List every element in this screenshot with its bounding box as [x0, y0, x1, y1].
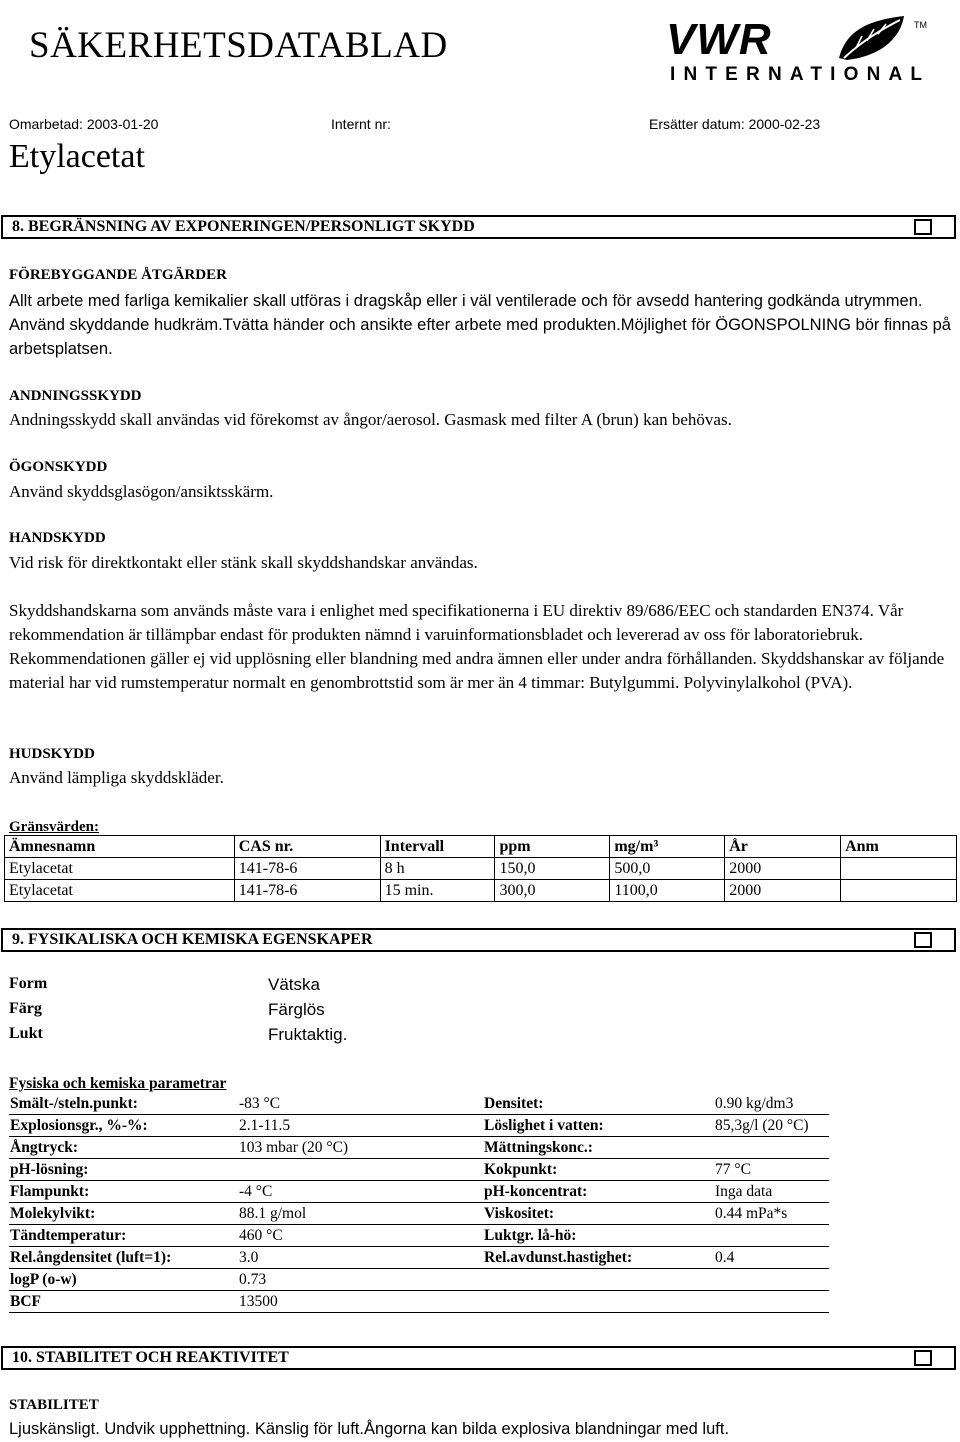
vwr-logo [664, 14, 944, 86]
param-value: 0.44 mPa*s [713, 1203, 829, 1225]
column-header: Ämnesnamn [5, 836, 235, 858]
table-cell: Etylacetat [5, 880, 235, 902]
column-header: mg/m³ [610, 836, 725, 858]
param-row [9, 1181, 829, 1203]
prop-label-form: Form [9, 975, 48, 992]
skin-text: Använd lämpliga skyddskläder. [9, 768, 224, 787]
table-cell: 2000 [725, 880, 841, 902]
param-value: 3.0 [237, 1247, 483, 1269]
param-row [9, 1115, 829, 1137]
param-label: Densitet: [483, 1093, 713, 1115]
param-label: Molekylvikt: [9, 1203, 237, 1225]
param-label: Rel.avdunst.hastighet: [483, 1247, 713, 1269]
param-value: 0.90 kg/dm3 [713, 1093, 829, 1115]
table-cell: 500,0 [610, 858, 725, 880]
stability-heading: STABILITET [9, 1397, 99, 1413]
internal-number: Internt nr: [331, 116, 391, 132]
param-row [9, 1159, 829, 1181]
param-label: Smält-/steln.punkt: [9, 1093, 237, 1115]
params-heading: Fysiska och kemiska parametrar [9, 1075, 227, 1092]
logo-tm: TM [914, 20, 927, 30]
table-row [5, 880, 957, 902]
column-header: CAS nr. [234, 836, 380, 858]
table-cell: 141-78-6 [234, 880, 380, 902]
table-cell: 141-78-6 [234, 858, 380, 880]
table-cell: Etylacetat [5, 858, 235, 880]
param-value [237, 1159, 483, 1181]
respiratory-heading: ANDNINGSSKYDD [9, 388, 142, 404]
param-label: pH-koncentrat: [483, 1181, 713, 1203]
param-row [9, 1247, 829, 1269]
param-row [9, 1137, 829, 1159]
table-cell: 8 h [380, 858, 495, 880]
limits-heading: Gränsvärden: [9, 819, 99, 835]
hand-heading: HANDSKYDD [9, 530, 106, 546]
params-table [9, 1093, 829, 1313]
column-header: Anm [841, 836, 957, 858]
param-label: Mättningskonc.: [483, 1137, 713, 1159]
column-header: Intervall [380, 836, 495, 858]
section-10-header [1, 1346, 956, 1370]
stability-text: Ljuskänsligt. Undvik upphettning. Känslig för luft.Ångorna kan bilda explosiva blandningar med luft. [9, 1420, 730, 1438]
prop-label-odor: Lukt [9, 1025, 43, 1042]
param-value: -4 °C [237, 1181, 483, 1203]
param-row [9, 1225, 829, 1247]
leaf-icon [839, 16, 904, 60]
prop-value-color: Färglös [268, 1000, 325, 1019]
preventive-heading: FÖREBYGGANDE ÅTGÄRDER [9, 267, 227, 283]
param-label: Explosionsgr., %-%: [9, 1115, 237, 1137]
param-label: Löslighet i vatten: [483, 1115, 713, 1137]
section-10-title: 10. STABILITET OCH REAKTIVITET [12, 1349, 289, 1366]
param-label [483, 1269, 713, 1291]
param-value [713, 1291, 829, 1313]
param-value: -83 °C [237, 1093, 483, 1115]
param-value: 85,3g/l (20 °C) [713, 1115, 829, 1137]
product-name: Etylacetat [9, 138, 145, 175]
param-row [9, 1093, 829, 1115]
param-value: Inga data [713, 1181, 829, 1203]
section-8-title: 8. BEGRÄNSNING AV EXPONERINGEN/PERSONLIGT SKYDD [12, 218, 475, 235]
logo-subtext: INTERNATIONAL [670, 64, 922, 85]
hand-text: Vid risk för direktkontakt eller stänk skall skyddshandskar användas. [9, 553, 478, 572]
section-checkbox[interactable] [914, 1350, 932, 1366]
section-checkbox[interactable] [914, 932, 932, 948]
param-row [9, 1269, 829, 1291]
param-value: 88.1 g/mol [237, 1203, 483, 1225]
table-cell: 2000 [725, 858, 841, 880]
table-cell [841, 858, 957, 880]
logo-text: VWR [666, 15, 772, 64]
param-value [713, 1225, 829, 1247]
param-label: Flampunkt: [9, 1181, 237, 1203]
param-row [9, 1291, 829, 1313]
document-title: SÄKERHETSDATABLAD [29, 25, 448, 66]
param-label: logP (o-w) [9, 1269, 237, 1291]
eye-heading: ÖGONSKYDD [9, 459, 108, 475]
limits-header-row [5, 836, 957, 858]
section-8-header [1, 215, 956, 239]
prop-value-odor: Fruktaktig. [268, 1025, 348, 1044]
param-label: pH-lösning: [9, 1159, 237, 1181]
revised-date: Omarbetad: 2003-01-20 [9, 116, 159, 132]
replaces-date: Ersätter datum: 2000-02-23 [649, 116, 821, 132]
respiratory-text: Andningsskydd skall användas vid förekomst av ångor/aerosol. Gasmask med filter A (brun) kan behövas. [9, 410, 732, 429]
param-value: 0.4 [713, 1247, 829, 1269]
param-label: Rel.ångdensitet (luft=1): [9, 1247, 237, 1269]
param-value: 103 mbar (20 °C) [237, 1137, 483, 1159]
preventive-text: Allt arbete med farliga kemikalier skall utföras i dragskåp eller i väl ventilerade och för avsedd hantering godkända utrymmen. Använd skyddande hudkräm.Tvätta händer och ansikte efter arbete med produkten.Möjlighet för ÖGONSPOLNING bör finnas på arbetsplatsen. [9, 292, 951, 358]
table-cell: 300,0 [495, 880, 610, 902]
param-value [713, 1137, 829, 1159]
column-header: År [725, 836, 841, 858]
eye-text: Använd skyddsglasögon/ansiktsskärm. [9, 482, 274, 501]
param-value: 0.73 [237, 1269, 483, 1291]
prop-value-form: Vätska [268, 975, 320, 994]
skin-heading: HUDSKYDD [9, 746, 95, 762]
limits-table [4, 835, 957, 902]
param-value: 2.1-11.5 [237, 1115, 483, 1137]
param-value: 13500 [237, 1291, 483, 1313]
table-cell: 15 min. [380, 880, 495, 902]
glove-text: Skyddshandskarna som används måste vara i enlighet med specifikationerna i EU direktiv 89/686/EEC och standarden EN374. Vår rekommendation är tillämpbar endast för produkten nämnd i varuinformationsbladet och levererad av oss för laboratoriebruk. Rekommendationen gäller ej vid upplösning eller blandning med andra ämnen eller under andra förhållanden. Skyddshanskar av följande material har vid rumstemperatur normalt en genombrottstid som är mer än 4 timmar: Butylgummi. Polyvinylalkohol (PVA). [9, 601, 945, 692]
param-label: Tändtemperatur: [9, 1225, 237, 1247]
param-label [483, 1291, 713, 1313]
param-label: Ångtryck: [9, 1137, 237, 1159]
param-label: Kokpunkt: [483, 1159, 713, 1181]
param-label: Luktgr. lå-hö: [483, 1225, 713, 1247]
param-value: 460 °C [237, 1225, 483, 1247]
section-9-title: 9. FYSIKALISKA OCH KEMISKA EGENSKAPER [12, 931, 373, 948]
param-row [9, 1203, 829, 1225]
table-cell: 150,0 [495, 858, 610, 880]
param-value: 77 °C [713, 1159, 829, 1181]
section-9-header [1, 928, 956, 952]
table-cell [841, 880, 957, 902]
params-body [9, 1093, 829, 1313]
table-row [5, 858, 957, 880]
param-label: Viskositet: [483, 1203, 713, 1225]
table-cell: 1100,0 [610, 880, 725, 902]
param-value [713, 1269, 829, 1291]
section-checkbox[interactable] [914, 219, 932, 235]
column-header: ppm [495, 836, 610, 858]
prop-label-color: Färg [9, 1000, 42, 1017]
param-label: BCF [9, 1291, 237, 1313]
